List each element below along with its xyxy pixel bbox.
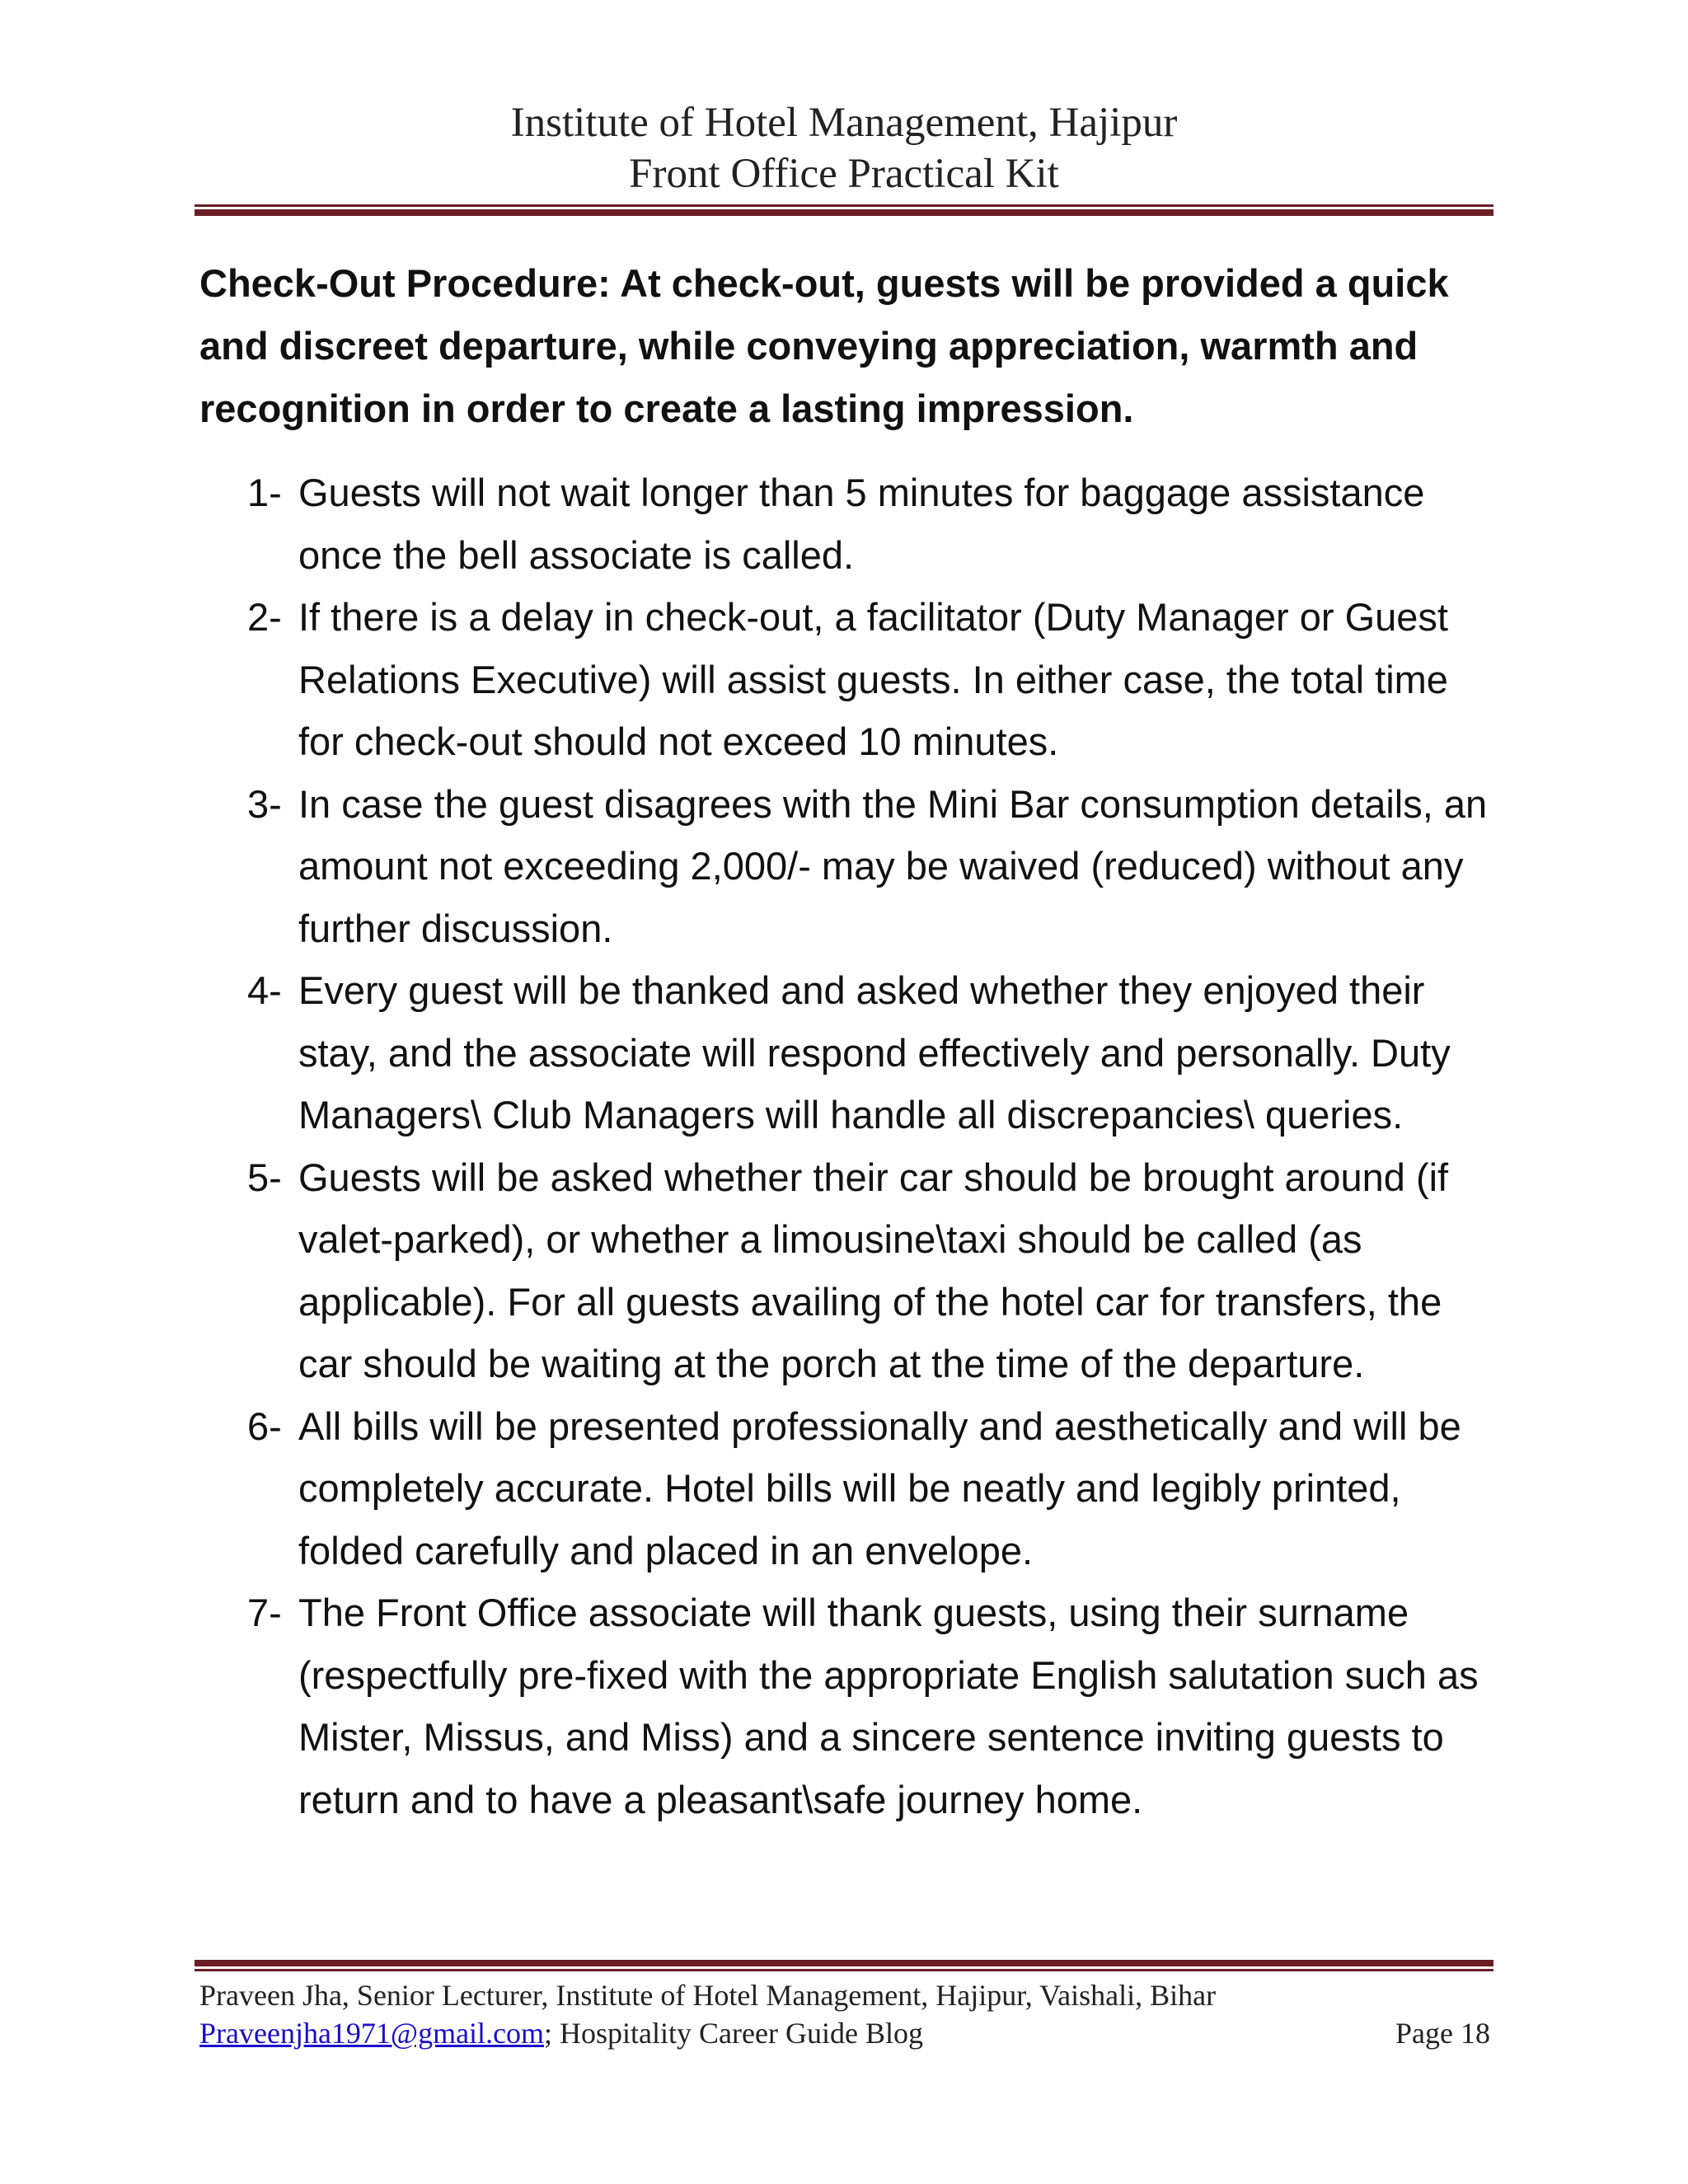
intro-paragraph: Check-Out Procedure: At check-out, guests will be provided a quick and discreet departure, while conveying appreciation, warmth and recognition in order to create a lasting impression. [199, 261, 1449, 430]
footer-blog: ; Hospitality Career Guide Blog [544, 2017, 923, 2050]
footer-contact [199, 2014, 923, 2052]
list-item [247, 586, 1500, 773]
step-number: 6- [247, 1404, 282, 1448]
list-item [247, 959, 1500, 1146]
header-rule-thick [195, 209, 1493, 216]
list-item [247, 1146, 1500, 1395]
step-number: 3- [247, 781, 282, 826]
list-item [247, 773, 1500, 960]
step-text: Every guest will be thanked and asked whether they enjoyed their stay, and the associate will respond effectively and personally. Duty Managers\ Club Managers will handle all discrepancies\ queries. [298, 968, 1451, 1137]
step-text: Guests will be asked whether their car should be brought around (if valet-parked), or whether a limousine\taxi should be called (as applicable). For all guests availing of the hotel car for transfers, the car should be waiting at the porch at the time of the departure. [298, 1155, 1449, 1385]
header-kit-title: Front Office Practical Kit [629, 151, 1059, 197]
procedure-steps [247, 462, 1500, 1830]
page-number: Page 18 [1395, 2017, 1490, 2050]
step-number: 2- [247, 595, 282, 639]
page-footer [199, 1976, 1493, 2052]
header-institute: Institute of Hotel Management, Hajipur [510, 100, 1178, 146]
footer-contact-row [199, 2014, 1493, 2052]
header-rule-thin [195, 204, 1493, 207]
footer-email-link[interactable]: Praveenjha1971@gmail.com [199, 2017, 545, 2050]
step-number: 4- [247, 968, 282, 1012]
step-text: All bills will be presented professionally and aesthetically and will be completely accurate. Hotel bills will be neatly and legibly printed, folded carefully and placed in an envelope. [298, 1404, 1461, 1572]
step-number: 1- [247, 471, 282, 514]
list-item [247, 1582, 1500, 1830]
step-number: 7- [247, 1591, 282, 1634]
footer-rule-thin [195, 1969, 1493, 1971]
page-header [195, 97, 1493, 199]
step-number: 5- [247, 1155, 282, 1199]
footer-rule-thick [195, 1960, 1493, 1966]
list-item [247, 462, 1500, 586]
step-text: The Front Office associate will thank guests, using their surname (respectfully pre-fixed with the appropriate English salutation such as Mister, Missus, and Miss) and a sincere sentence inviting guests to return and to have a pleasant\safe journey home. [298, 1591, 1479, 1821]
step-text: In case the guest disagrees with the Mini Bar consumption details, an amount not exceeding 2,000/- may be waived (reduced) without any further discussion. [298, 781, 1488, 950]
step-text: Guests will not wait longer than 5 minutes for baggage assistance once the bell associate is called. [298, 471, 1425, 577]
list-item [247, 1395, 1500, 1582]
step-text: If there is a delay in check-out, a facilitator (Duty Manager or Guest Relations Executive) will assist guests. In either case, the total time for check-out should not exceed 10 minutes. [298, 595, 1448, 763]
footer-author: Praveen Jha, Senior Lecturer, Institute of Hotel Management, Hajipur, Vaishali, Bihar [199, 1979, 1217, 2012]
